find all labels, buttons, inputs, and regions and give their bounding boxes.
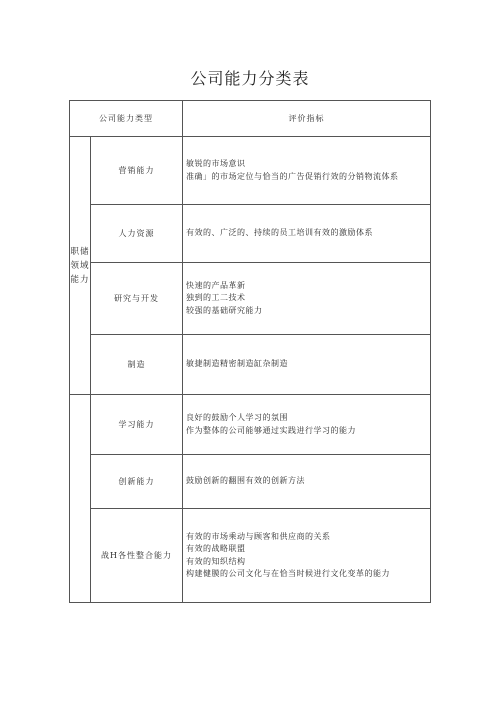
criteria-line: 良好的鼓励个人学习的氛围 bbox=[186, 413, 288, 422]
table-row bbox=[70, 335, 431, 395]
criteria-line: 较强的基础研究能力 bbox=[186, 305, 263, 315]
criteria-line: 有效的知织结构 bbox=[186, 556, 246, 566]
header-capability-type: 公司能力类型 bbox=[70, 101, 183, 137]
document-title: 公司能力分类表 bbox=[190, 69, 310, 88]
capability-type-cell: 战H各性整合能力 bbox=[91, 509, 183, 603]
criteria-cell bbox=[183, 137, 431, 205]
capability-table bbox=[69, 100, 431, 603]
criteria-line: 敏捷制造精密制造缸杂制造 bbox=[186, 359, 288, 369]
table-row bbox=[70, 205, 431, 263]
capability-type-cell: 创新能力 bbox=[91, 455, 183, 509]
criteria-cell bbox=[183, 455, 431, 509]
criteria-line: 独到的工二技术 bbox=[186, 293, 246, 303]
domain-group-blank bbox=[70, 395, 91, 603]
criteria-cell bbox=[183, 263, 431, 335]
table-row bbox=[70, 263, 431, 335]
table-row bbox=[70, 137, 431, 205]
criteria-cell bbox=[183, 395, 431, 455]
criteria-line: 敏锐的市场意识 bbox=[186, 159, 246, 168]
criteria-line: 有效的、广泛的、持续的员工培训有效的激励体系 bbox=[186, 228, 373, 238]
header-criteria: 评价指标 bbox=[183, 101, 431, 137]
criteria-cell bbox=[183, 509, 431, 603]
criteria-line: 快速的产品革新 bbox=[186, 280, 246, 290]
capability-type-cell: 人力资源 bbox=[91, 205, 183, 263]
criteria-cell bbox=[183, 335, 431, 395]
table-header-row bbox=[70, 101, 431, 137]
criteria-line: 构建健膜的公司文化与在恰当时候进行文化变革的能力 bbox=[186, 569, 390, 578]
table-row bbox=[70, 455, 431, 509]
capability-type-cell: 营销能力 bbox=[91, 137, 183, 205]
criteria-line: 有效的战略联盟 bbox=[186, 544, 246, 553]
criteria-line: 作为整体的公司能够通过实践进行学习的能力 bbox=[186, 425, 356, 435]
table-row bbox=[70, 509, 431, 603]
capability-type-cell: 学习能力 bbox=[91, 395, 183, 455]
criteria-cell bbox=[183, 205, 431, 263]
criteria-line: 准确」的市场定位与恰当的广告促销行效的分销物流体系 bbox=[186, 171, 399, 181]
capability-type-cell: 制造 bbox=[91, 335, 183, 395]
criteria-line: 鼓励创新的翻围有效的创新方法 bbox=[186, 476, 305, 486]
capability-type-cell: 研究与开发 bbox=[91, 263, 183, 335]
domain-group-label: 职储领域能力 bbox=[70, 137, 91, 395]
criteria-line: 有效的市场乘动与顾客和供应商的关系 bbox=[186, 531, 331, 541]
table-row bbox=[70, 395, 431, 455]
